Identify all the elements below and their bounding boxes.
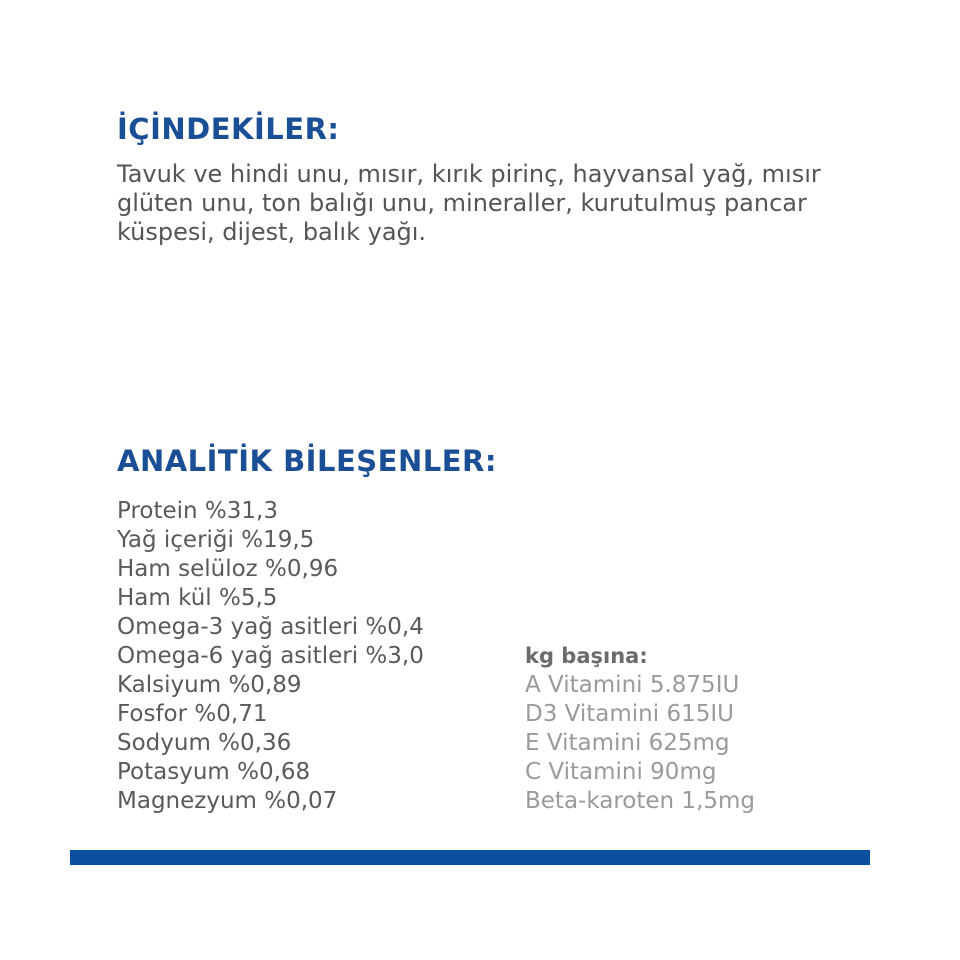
vitamin-item: D3 Vitamini 615IU — [525, 701, 734, 727]
vitamin-item: A Vitamini 5.875IU — [525, 672, 740, 698]
vitamin-item: E Vitamini 625mg — [525, 730, 730, 756]
analytics-item: Omega-3 yağ asitleri %0,4 — [117, 614, 424, 640]
vitamin-item: Beta-karoten 1,5mg — [525, 788, 756, 814]
analytics-item: Protein %31,3 — [117, 498, 278, 524]
analytics-item: Potasyum %0,68 — [117, 759, 311, 785]
per-kg-heading: kg başına: — [525, 644, 648, 668]
analytics-item: Magnezyum %0,07 — [117, 788, 338, 814]
ingredients-text: Tavuk ve hindi unu, mısır, kırık pirinç, hayvansal yağ, mısır glüten unu, ton balığı unu, mineraller, kurutulmuş pancar küspesi, dijest, balık yağı. — [117, 160, 821, 246]
per-kg-block — [525, 641, 755, 816]
analytics-item: Kalsiyum %0,89 — [117, 672, 302, 698]
analytics-list — [117, 497, 424, 816]
footer-divider-bar — [70, 850, 870, 865]
analytics-item: Ham selüloz %0,96 — [117, 556, 339, 582]
vitamin-list — [525, 671, 755, 816]
analytics-item: Yağ içeriği %19,5 — [117, 527, 315, 553]
vitamin-item: C Vitamini 90mg — [525, 759, 717, 785]
analytics-item: Fosfor %0,71 — [117, 701, 268, 727]
analytics-item: Ham kül %5,5 — [117, 585, 278, 611]
analytics-heading: ANALİTİK BİLEŞENLER: — [117, 444, 497, 478]
analytics-item: Omega-6 yağ asitleri %3,0 — [117, 643, 424, 669]
analytics-item: Sodyum %0,36 — [117, 730, 292, 756]
ingredients-heading: İÇİNDEKİLER: — [117, 112, 340, 146]
